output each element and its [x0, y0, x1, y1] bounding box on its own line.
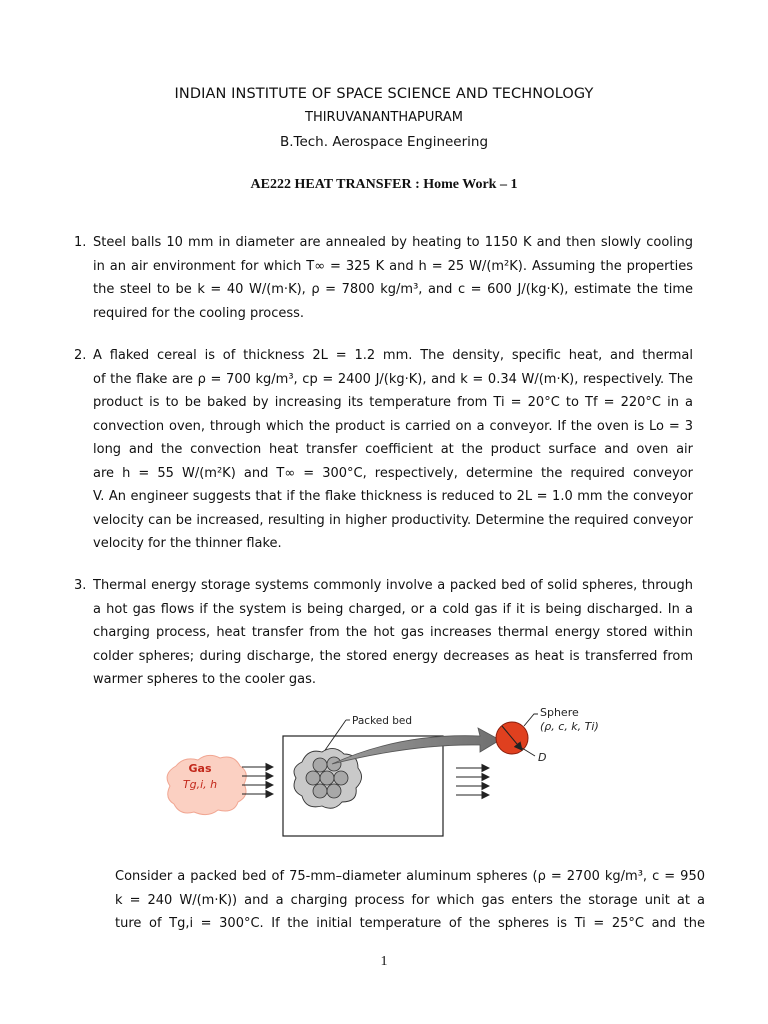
problem-line: in an air environment for which T∞ = 325 K and h = 25 W/(m²K). Assuming the properties	[93, 258, 693, 274]
problem-3	[74, 574, 693, 692]
inflow-arrows	[242, 767, 273, 794]
diameter-leader	[522, 748, 535, 756]
problem-line: convection oven, through which the product is carried on a conveyor. If the oven is Lo = 3	[93, 418, 693, 434]
problem-line: velocity for the thinner flake.	[93, 536, 282, 551]
problem-3-continuation	[115, 865, 705, 936]
packed-bed-label: Packed bed	[352, 715, 413, 727]
sphere-properties: (ρ, c, k, Ti)	[540, 720, 599, 733]
institute-name: INDIAN INSTITUTE OF SPACE SCIENCE AND TECHNOLOGY	[174, 86, 594, 102]
problem-line: long and the convection heat transfer coefficient at the product surface and oven air	[93, 442, 693, 457]
packed-bed-figure	[160, 700, 620, 850]
gas-label: Gas	[188, 762, 212, 775]
problem-line: V. An engineer suggests that if the flake thickness is reduced to 2L = 1.0 mm the conveyor	[93, 489, 693, 504]
problem-line: the steel to be k = 40 W/(m·K), ρ = 7800 kg/m³, and c = 600 J/(kg·K), estimate the time	[93, 282, 693, 297]
problem-line: of the flake are ρ = 700 kg/m³, cp = 2400 J/(kg·K), and k = 0.34 W/(m·K), respectively. The	[93, 371, 693, 387]
sphere-leader	[524, 714, 538, 726]
page-number: 1	[380, 954, 388, 969]
problem-line: A flaked cereal is of thickness 2L = 1.2 mm. The density, specific heat, and thermal	[93, 348, 693, 363]
problem-line: colder spheres; during discharge, the stored energy decreases as heat is transferred from	[93, 648, 693, 664]
continuation-line: ture of Tg,i = 300°C. If the initial temperature of the spheres is Ti = 25°C and the	[115, 916, 705, 931]
continuation-line: Consider a packed bed of 75-mm–diameter aluminum spheres (ρ = 2700 kg/m³, c = 950	[115, 869, 705, 884]
diameter-label: D	[538, 751, 547, 764]
problem-number: 2.	[74, 348, 87, 363]
problem-line: are h = 55 W/(m²K) and T∞ = 300°C, respectively, determine the required conveyor	[93, 465, 693, 481]
problem-line: required for the cooling process.	[93, 305, 305, 321]
problem-line: product is to be baked by increasing its temperature from Ti = 20°C to Tf = 220°C in a	[93, 395, 693, 410]
problem-line: warmer spheres to the cooler gas.	[93, 672, 316, 687]
problem-line: a hot gas flows if the system is being charged, or a cold gas if it is being discharged. In a	[93, 601, 693, 617]
problem-line: velocity can be increased, resulting in higher productivity. Determine the required conveyor	[93, 512, 693, 528]
homework-title: AE222 HEAT TRANSFER : Home Work – 1	[250, 177, 518, 192]
city-name: THIRUVANANTHAPURAM	[305, 110, 463, 125]
gas-properties: Tg,i, h	[182, 778, 218, 791]
sphere-label: Sphere	[540, 706, 579, 719]
program-name: B.Tech. Aerospace Engineering	[279, 134, 489, 150]
problem-number: 3.	[74, 578, 87, 593]
outflow-arrows	[456, 768, 489, 795]
problem-line: Thermal energy storage systems commonly involve a packed bed of solid spheres, through	[93, 578, 693, 593]
problem-line: Steel balls 10 mm in diameter are annealed by heating to 1150 K and then slowly cooling	[93, 235, 693, 250]
problem-1	[74, 231, 693, 325]
problem-number: 1.	[74, 235, 87, 250]
problem-2	[74, 344, 693, 556]
problem-line: charging process, heat transfer from the hot gas increases thermal energy stored within	[93, 625, 693, 640]
continuation-line: k = 240 W/(m·K)) and a charging process for which gas enters the storage unit at a	[115, 892, 705, 908]
